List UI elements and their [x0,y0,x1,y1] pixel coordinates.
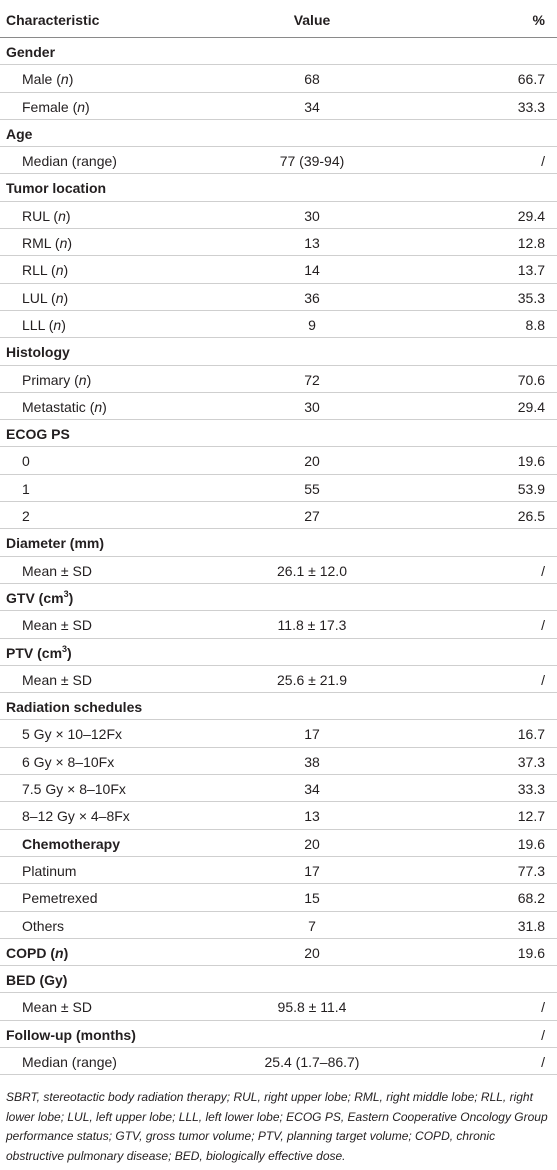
n-marker: n [58,207,66,224]
row-value: 30 [304,398,320,415]
table-row [0,802,557,829]
table-row [0,256,557,283]
row-value: 36 [304,289,320,306]
row-percent: 29.4 [517,398,545,415]
row-label: Histology [6,344,70,361]
header-percent: % [532,12,545,28]
row-label: Mean ± SD [22,617,92,634]
row-value: 77 (39-94) [279,153,345,170]
n-marker: n [78,371,87,388]
row-value: 17 [304,862,320,879]
table-row [0,502,557,529]
row-percent: 35.3 [517,289,545,306]
row-percent: / [541,1026,545,1043]
table-row [0,284,557,311]
row-label: Tumor location [6,180,107,197]
row-percent: 26.5 [517,508,545,525]
section-row [0,639,557,666]
row-label: COPD (n) [6,944,69,961]
row-label: Female (n) [22,98,90,115]
row-label: Median (range) [22,153,117,170]
table-body [0,38,557,1075]
row-percent: 66.7 [517,71,545,88]
table-row [0,1048,557,1075]
row-percent: 29.4 [517,207,545,224]
header-characteristic: Characteristic [6,12,100,28]
row-label: Diameter (mm) [6,535,105,552]
row-percent: 19.6 [517,944,545,961]
row-label: ECOG PS [6,426,70,443]
superscript: 3 [63,588,69,599]
row-value: 17 [304,726,320,743]
row-label: LLL (n) [22,316,66,333]
row-value: 20 [304,944,320,961]
table-row [0,884,557,911]
row-label: Others [22,917,65,934]
row-label: Gender [6,44,56,60]
n-marker: n [59,235,68,252]
header-value: Value [293,12,331,28]
n-marker: n [60,71,69,88]
row-value: 13 [304,808,320,825]
row-percent: 77.3 [517,862,545,879]
row-value: 38 [304,753,320,770]
row-value: 11.8 ± 17.3 [277,617,347,634]
row-percent: 37.3 [517,753,545,770]
row-label: Pemetrexed [22,890,98,907]
section-row [0,174,557,201]
row-percent: 19.6 [517,453,545,470]
table-row [0,447,557,474]
row-percent: 8.8 [525,316,545,333]
section-row [0,38,557,65]
table-row [0,393,557,420]
table-row [0,311,557,338]
section-row [0,529,557,556]
row-percent: / [541,153,545,170]
row-value: 9 [308,316,316,333]
row-value: 55 [304,480,320,497]
n-marker: n [55,944,64,961]
row-label: Male (n) [22,71,74,88]
row-value: 34 [304,98,320,115]
row-value: 20 [304,453,320,470]
row-percent: 12.7 [517,808,545,825]
table-header-row [0,0,557,38]
row-percent: / [541,617,545,634]
row-label: RUL (n) [22,207,71,224]
row-label: 7.5 Gy × 8–10Fx [22,781,126,798]
row-label: Radiation schedules [6,699,143,716]
row-value: 68 [304,71,320,88]
table-row [0,475,557,502]
row-value: 20 [304,835,320,852]
row-percent: 16.7 [517,726,545,743]
row-value: 30 [304,207,320,224]
section-row [0,120,557,147]
row-percent: 68.2 [517,890,545,907]
row-percent: 13.7 [517,262,545,279]
row-value: 7 [308,917,316,934]
row-label: Primary (n) [22,371,92,388]
table-row [0,366,557,393]
row-label: 1 [22,480,30,497]
row-label: 8–12 Gy × 4–8Fx [22,808,130,825]
row-percent: / [541,562,545,579]
table-row [0,912,557,939]
row-label: Chemotherapy [22,835,121,852]
row-label: 0 [22,453,30,470]
row-label: GTV $(cm^3)$ [6,588,74,606]
row-value: 27 [304,508,320,525]
row-percent: 19.6 [517,835,545,852]
n-marker: n [94,398,103,415]
section-row [0,693,557,720]
table-footnote: SBRT, stereotactic body radiation therapy; RUL, right upper lobe; RML, right middle lobe; RLL, right lower lobe; LUL, left upper lobe; LLL, left lower lobe; ECOG PS, Eastern Cooperative Oncology Group performance status; GTV, gross tumor volume; PTV, planning target volume; COPD, chronic obstructive pulmonary disease; BED, biologically effective dose. [6,1090,548,1163]
row-percent: / [541,1053,545,1070]
row-label: Mean ± SD [22,562,92,579]
row-percent: / [541,671,545,688]
row-label: Mean ± SD [22,671,92,688]
row-label: LUL (n) [22,289,69,306]
row-value: 25.6 ± 21.9 [277,671,347,688]
row-percent: / [541,999,545,1016]
row-percent: 31.8 [517,917,545,934]
section-row [0,584,557,611]
section-row [0,939,557,966]
row-label: RLL (n) [22,262,69,279]
n-marker: n [53,316,62,333]
table-row [0,775,557,802]
section-row [0,338,557,365]
row-value: 72 [304,371,320,388]
row-label: Platinum [22,862,77,879]
row-label: BED (Gy) [6,972,68,989]
row-percent: 12.8 [517,235,545,252]
table-row [0,993,557,1020]
table-row [0,830,557,857]
row-value: 95.8 ± 11.4 [277,999,347,1016]
table-row [0,720,557,747]
row-value: 13 [304,235,320,252]
table-row [0,748,557,775]
row-label: Age [6,125,33,142]
n-marker: n [77,98,86,115]
table-row [0,65,557,92]
section-row [0,420,557,447]
row-value: 25.4 (1.7–86.7) [264,1053,360,1070]
row-value: 34 [304,781,320,798]
section-row [0,966,557,993]
row-value: 14 [304,262,320,279]
table-row [0,229,557,256]
row-label: 2 [22,508,30,525]
row-percent: 70.6 [517,371,545,388]
superscript: 3 [62,643,68,654]
row-value: 15 [304,890,320,907]
row-label: 5 Gy × 10–12Fx [22,726,123,743]
table-row [0,857,557,884]
row-label: Mean ± SD [22,999,92,1016]
table-row [0,611,557,638]
n-marker: n [55,289,64,306]
row-label: Median (range) [22,1053,117,1070]
table-row [0,93,557,120]
table-row [0,557,557,584]
row-label: Metastatic (n) [22,398,107,415]
row-label: Follow-up (months) [6,1026,136,1043]
table-row [0,202,557,229]
row-value: 26.1 ± 12.0 [277,562,347,579]
row-label: 6 Gy × 8–10Fx [22,753,115,770]
table-row [0,147,557,174]
table-row [0,666,557,693]
section-row [0,1021,557,1048]
n-marker: n [55,262,64,279]
row-percent: 53.9 [517,480,545,497]
row-label: RML (n) [22,235,73,252]
row-percent: 33.3 [517,98,545,115]
row-percent: 33.3 [517,781,545,798]
row-label: PTV $(cm^3)$ [6,643,72,661]
